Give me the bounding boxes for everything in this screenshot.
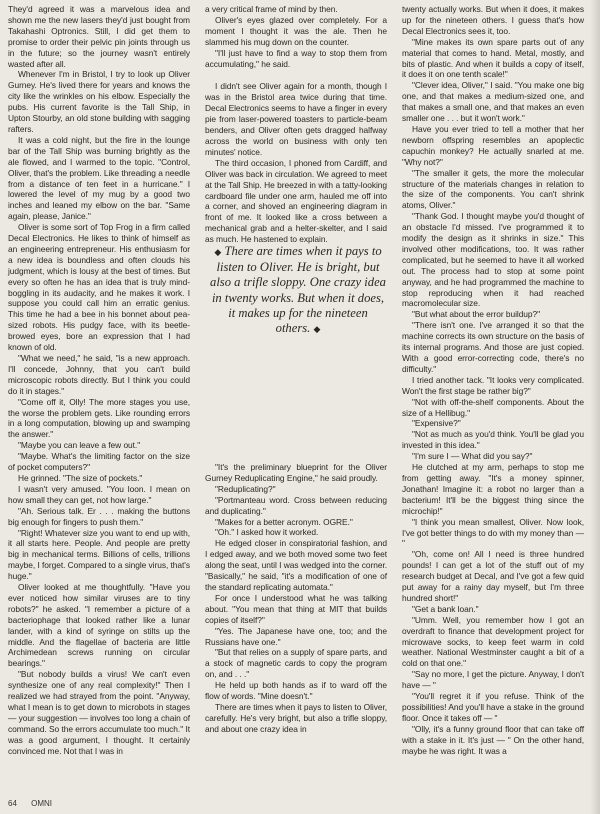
paragraph: "Thank God. I thought maybe you'd thought of an obstacle I'd missed. I've programmed it to modify the design as it shrinks in size." This involved other modifications, too. It was rather complicated, but he seemed to have it all worked out. The process had to stop at some point anyway, and he had programmed the machine to stop reproducing when it had reached macromolecular size. [402, 211, 584, 309]
paragraph: "It's the preliminary blueprint for the Oliver Gurney Reduplicating Engine," he said proudly. [205, 462, 387, 483]
paragraph: "Right! Whatever size you want to end up with, it all starts here. People. And people are pretty big in mechanical terms. Billions of cells, trillions maybe, I forget. Compared to a single virus, that's huge." [8, 527, 190, 582]
paragraph: "Maybe. What's the limiting factor on the size of pocket computers?" [8, 451, 190, 473]
paragraph: "Oh." I asked how it worked. [215, 527, 319, 538]
paragraph: "Not with off-the-shelf components. About the size of a Hellibug." [402, 396, 584, 418]
paragraph: He edged closer in conspiratorial fashion, and I edged away, and we both moved some two feet along the seat, until I was wedged into the corner. "Basically," he said, "it's a modification of one of the standard replicating automata." [205, 538, 387, 592]
page-edge-shadow [590, 0, 600, 814]
paragraph: I didn't see Oliver again for a month, though I was in the Bristol area twice during that time. Decal Electronics seems to have a finger in every pie from laser-powered toasters to particle-beam benders, and Oliver often gets dragged halfway across the world on business with only ten minutes' notice. [205, 81, 387, 157]
paragraph: It was a cold night, but the fire in the lounge bar of the Tall Ship was burning brightly as the ale flowed, and I warmed to the topic. "Control, Oliver, that's the problem. Like threading a needle from a distance of ten feet in a hurricane." I lowered the level of my mug by a good two inches and leaned my elbow on the bar. "Same again, please, Janice." [8, 134, 190, 222]
paragraph: "Expensive?" [412, 418, 461, 429]
paragraph: I tried another tack. "It looks very complicated. Won't the first stage be rather big?" [402, 374, 584, 396]
paragraph: "Clever idea, Oliver," I said. "You make one big one, and that makes a medium-sized one, and that makes a small one, and that makes an even smaller one . . . but it won't work." [402, 80, 584, 124]
paragraph: "But that relies on a supply of spare parts, and a stock of magnetic cards to copy the program on, and . . ." [205, 647, 387, 680]
quote-open-icon: ◆ [214, 247, 222, 257]
paragraph: "Yes. The Japanese have one, too; and the Russians have one." [205, 625, 387, 647]
text-column-right [402, 4, 584, 757]
paragraph: twenty actually works. But when it does, it makes up for the nineteen others. I guess that's how Decal Electronics sees it, too. [402, 4, 584, 36]
paragraph: The third occasion, I phoned from Cardiff, and Oliver was back in circulation. We agreed to meet at the Tall Ship. He breezed in with a tatty-looking cardboard file under one arm, hauled me off into a corner, and shoved an engineering diagram in front of me. It looked like a cross between a mechanical grab and a helter-skelter, and I said as much. He hastened to explain. [205, 157, 387, 245]
paragraph: "Umm. Well, you remember how I got an overdraft to finance that development project for microwave socks, to keep feet warm in cold weather. National Westminster caught a bit of a cold on that one." [402, 614, 584, 669]
paragraph: "I think you mean smallest, Oliver. Now look, I've got better things to do with my money than — " [402, 516, 584, 549]
paragraph: He grinned. "The size of pockets." [18, 472, 143, 483]
paragraph: "Say no more, I get the picture. Anyway, I don't have — " [402, 669, 584, 691]
paragraph: Whenever I'm in Bristol, I try to look up Oliver Gurney. He's lived there for years and knows the city like the wrinkles on his elbow. Especially the pubs. His current favorite is the Tall Ship, in Upton Stourby, an old stone building with sagging rafters. [8, 69, 190, 134]
paragraph: Have you ever tried to tell a mother that her newborn offspring resembles an apoplectic capuchin monkey? He actually snarled at me. "Why not?" [402, 123, 584, 167]
pull-quote-text: There are times when it pays to listen to Oliver. He is bright, but also a trifle sloppy. One crazy idea in twenty works. But when it does, it makes up for the nineteen others. [210, 244, 386, 336]
paragraph: "You'll regret it if you refuse. Think of the possibilities! And you'll have a stake in the ground floor. Once it takes off — " [402, 691, 584, 723]
quote-close-icon: ◆ [313, 324, 321, 335]
paragraph: Oliver is some sort of Top Frog in a firm called Decal Electronics. He likes to think of himself as an engineering entrepreneur. His enthusiasm for a new idea is boundless and often clouds his judgment, which is lousy at the best of times. But every so often he has an idea that is truly mind-boggling in its audacity, and he makes it work. I suppose you could call him an erratic genius. This time he had a bee in his bonnet about pea-sized robots. His pudgy face, with its beetle-browed eyes, bore an expression that I had known of old. [8, 222, 190, 353]
paragraph: a very critical frame of mind by then. [205, 4, 338, 14]
pull-quote [210, 244, 386, 337]
paragraph: "I'm sure I — What did you say?" [412, 451, 533, 462]
paragraph: "I'll just have to find a way to stop them from accumulating," he said. [205, 47, 387, 69]
paragraph: "Get a bank loan." [412, 603, 479, 614]
paragraph: "Ah. Serious talk. Er . . . making the buttons big enough for fingers to push them." [8, 505, 190, 527]
text-column-middle-top [205, 4, 387, 245]
paragraph: "Not as much as you'd think. You'll be glad you invested in this idea." [402, 429, 584, 451]
paragraph: "Maybe you can leave a few out." [18, 440, 141, 451]
text-column-left [8, 4, 190, 757]
paragraph: He clutched at my arm, perhaps to stop me from getting away. "It's a money spinner, Jonathan! Imagine it: a robot no larger than a bacterium! It'll be the biggest thing since the microchip!" [402, 462, 584, 516]
paragraph: "Come off it, Olly! The more stages you use, the worse the problem gets. Like rounding errors in a long computation, blowing up and swamping the answer." [8, 396, 190, 440]
text-column-middle-bottom [205, 462, 387, 735]
section-break [205, 69, 387, 81]
paragraph: Oliver looked at me thoughtfully. "Have you ever noticed how similar viruses are to tiny robots?" he asked. "I remember a picture of a bacteriophage that looked rather like a lunar lander, with a kind of syringe on stilts up the middle. And the flagellae of bacteria are little Archimedean screws running on circular bearings." [8, 582, 190, 669]
paragraph: They'd agreed it was a marvelous idea and shown me the new lasers they'd just bought from Takahashi Optronics. Still, I did get them to promise to order their pelvic pin joints through us in the future; so the journey wasn't entirely wasted after all. [8, 4, 190, 69]
paragraph: "What we need," he said, "is a new approach. I'll concede, Johnny, that you can't build microscopic robots directly. But I think you could do it in stages." [8, 353, 190, 396]
paragraph: "Reduplicating?" [215, 483, 276, 494]
paragraph: "But nobody builds a virus! We can't even synthesize one of any real complexity!" Then I realized we had strayed from the point. "Anyway, what I mean is to get down to microbots in stages — your suggestion — involves too long a chain of command. So the errors accumulate too much." It was a good argument, I thought. It certainly convinced me. Not that I was in [8, 669, 190, 756]
paragraph: For once I understood what he was talking about. "You mean that thing at MIT that builds copies of itself?" [205, 592, 387, 625]
paragraph: I wasn't very amused. "You loon. I mean on how small they can get, not how large." [8, 483, 190, 505]
paragraph: "Oh, come on! All I need is three hundred pounds! I can get a lot of the stuff out of my research budget at Decal, and I've got a few quid put away for a rainy day myself, but I'm three hundred short!" [402, 549, 584, 603]
page-footer [8, 799, 64, 808]
paragraph: There are times when it pays to listen to Oliver, carefully. He's very bright, but also a trifle sloppy, and about one crazy idea in [205, 701, 387, 734]
page-number: 64 [8, 799, 17, 808]
paragraph: "But what about the error buildup?" [412, 309, 541, 320]
magazine-name: OMNI [31, 799, 53, 808]
paragraph: He held up both hands as if to ward off the flow of words. "Mine doesn't." [205, 680, 387, 702]
paragraph: "Portmanteau word. Cross between reducing and duplicating." [205, 494, 387, 516]
paragraph: "The smaller it gets, the more the molecular structure of the materials changes in relation to the size of the components. You can't shrink atoms, Oliver." [402, 167, 584, 211]
paragraph: "Olly, it's a funny ground floor that can take off with a stake in it. It's just — " On the other hand, maybe he was right. It was a [402, 723, 584, 756]
paragraph: "There isn't one. I've arranged it so that the machine corrects its own structure on the basis of its internal programs. And those are just copied. With a good error-correcting code, there's no difficulty." [402, 320, 584, 374]
paragraph: Oliver's eyes glazed over completely. For a moment I thought it was the ale. Then he slammed his mug down on the counter. [205, 14, 387, 47]
paragraph: "Mine makes its own spare parts out of any material that comes to hand. Metal, mostly, and bits of plastic. And when it builds a copy of itself, it does it on one tenth scale!" [402, 36, 584, 80]
paragraph: "Makes for a better acronym. OGRE." [215, 516, 353, 527]
